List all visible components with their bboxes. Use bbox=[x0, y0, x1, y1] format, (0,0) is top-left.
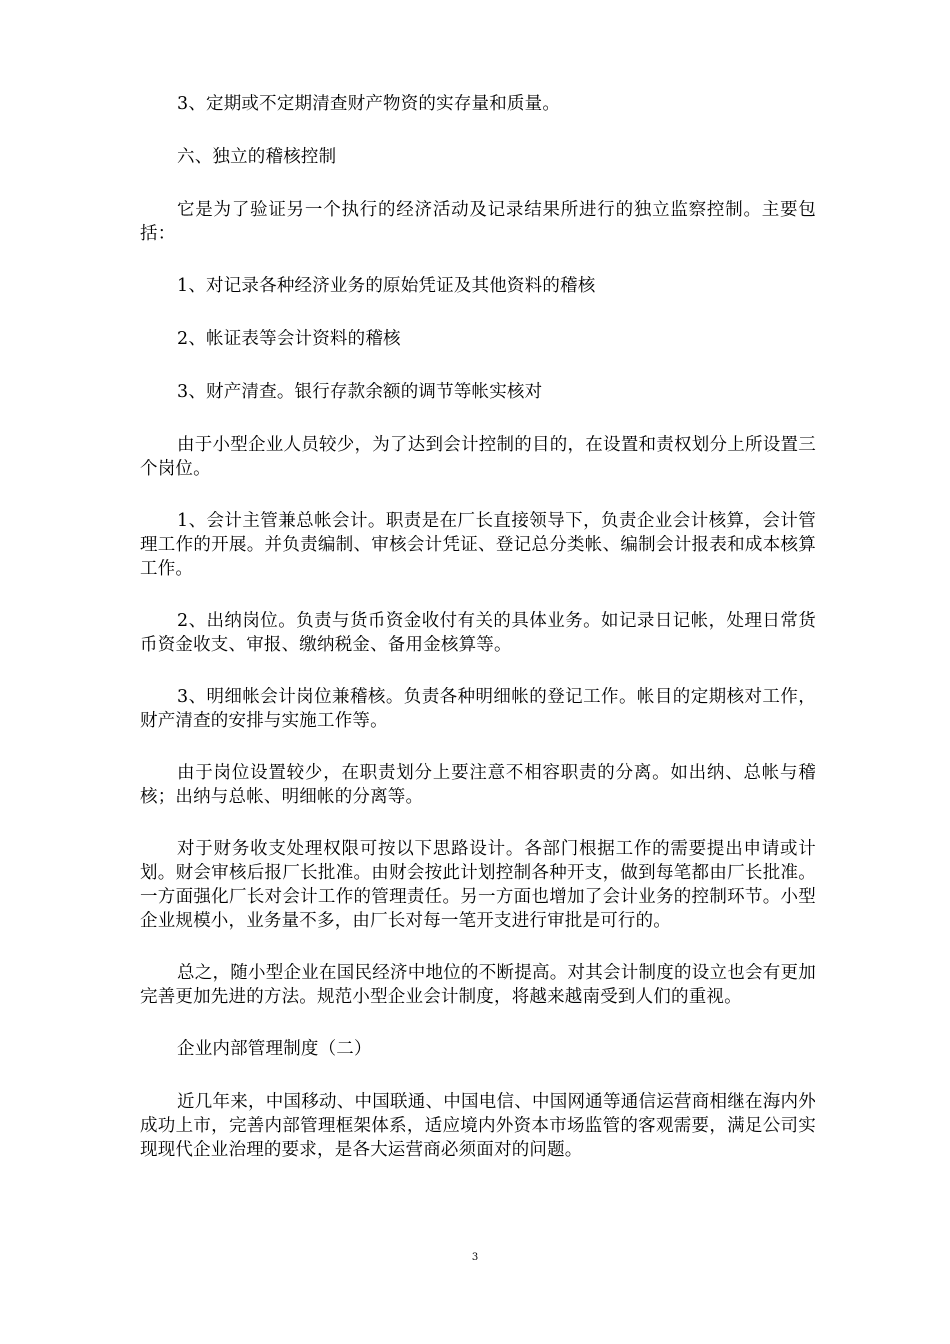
list-item-cashier: 2、出纳岗位。负责与货币资金收付有关的具体业务。如记录日记帐，处理日常货币资金收支、审报、缴纳税金、备用金核算等。 bbox=[140, 611, 816, 655]
paragraph-approval-authority: 对于财务收支处理权限可按以下思路设计。各部门根据工作的需要提出申请或计划。财会审核后报厂长批准。由财会按此计划控制各种开支，做到每笔都由厂长批准。一方面强化厂长对会计工作的管理责任。另一方面也增加了会计业务的控制环节。小型企业规模小，业务量不多，由厂长对每一笔开支进行审批是可行的。 bbox=[140, 839, 816, 931]
list-item-periodic-inventory: 3、定期或不定期清查财产物资的实存量和质量。 bbox=[177, 94, 561, 114]
page-number: 3 bbox=[471, 1252, 479, 1263]
list-item-property-check: 3、财产清查。银行存款余额的调节等帐实核对 bbox=[177, 382, 543, 402]
document-body bbox=[140, 92, 816, 1190]
section-heading-internal-management: 企业内部管理制度（二） bbox=[177, 1039, 372, 1059]
paragraph-conclusion: 总之，随小型企业在国民经济中地位的不断提高。对其会计制度的设立也会有更加完善更加先进的方法。规范小型企业会计制度，将越来越南受到人们的重视。 bbox=[140, 963, 816, 1007]
paragraph-telecom-operators: 近几年来，中国移动、中国联通、中国电信、中国网通等通信运营商相继在海内外成功上市，完善内部管理框架体系，适应境内外资本市场监管的客观需要，满足公司实现现代企业治理的要求，是各大运营商必须面对的问题。 bbox=[140, 1092, 816, 1160]
list-item-voucher-audit: 1、对记录各种经济业务的原始凭证及其他资料的稽核 bbox=[177, 276, 596, 296]
list-item-detail-accountant: 3、明细帐会计岗位兼稽核。负责各种明细帐的登记工作。帐目的定期核对工作，财产清查的安排与实施工作等。 bbox=[140, 687, 816, 731]
paragraph-small-enterprise-positions: 由于小型企业人员较少，为了达到会计控制的目的，在设置和责权划分上所设置三个岗位。 bbox=[140, 435, 816, 479]
section-heading-audit-control: 六、独立的稽核控制 bbox=[177, 147, 337, 167]
list-item-chief-accountant: 1、会计主管兼总帐会计。职责是在厂长直接领导下，负责企业会计核算，会计管理工作的开展。并负责编制、审核会计凭证、登记总分类帐、编制会计报表和成本核算工作。 bbox=[140, 511, 816, 579]
paragraph-audit-definition: 它是为了验证另一个执行的经济活动及记录结果所进行的独立监察控制。主要包括： bbox=[140, 200, 816, 244]
list-item-record-audit: 2、帐证表等会计资料的稽核 bbox=[177, 329, 401, 349]
paragraph-duty-separation: 由于岗位设置较少，在职责划分上要注意不相容职责的分离。如出纳、总帐与稽核；出纳与总帐、明细帐的分离等。 bbox=[140, 763, 816, 807]
